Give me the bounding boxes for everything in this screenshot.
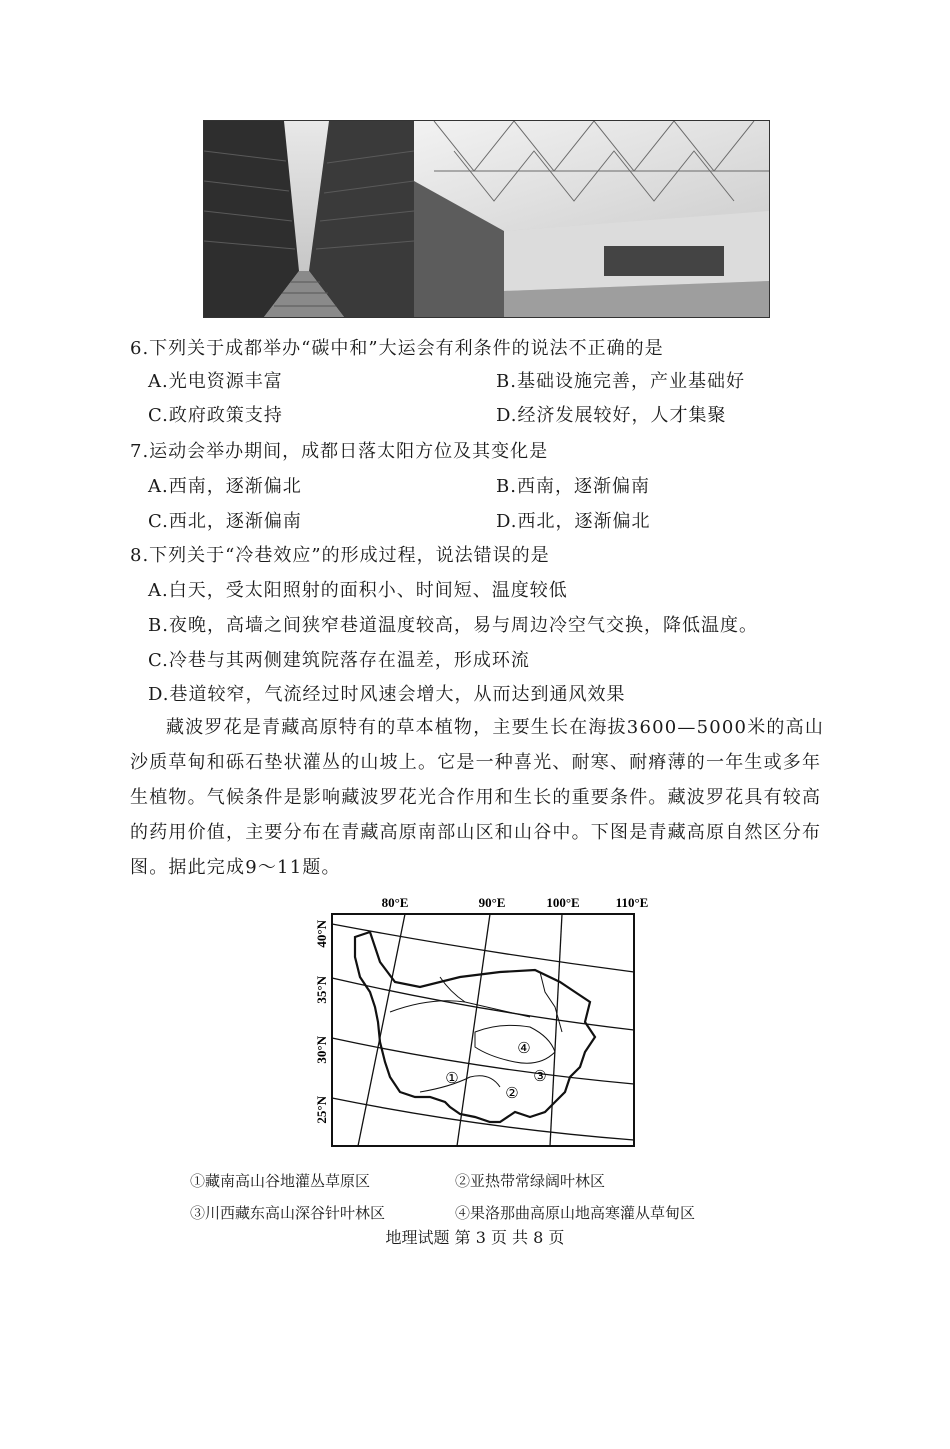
question-7-option-c: C.西北，逐渐偏南 [148, 511, 302, 532]
lon-label-90: 90°E [478, 895, 506, 910]
longitude-lines [358, 914, 562, 1146]
lon-label-80: 80°E [381, 895, 409, 910]
lat-label-30: 30°N [314, 1036, 329, 1064]
page-footer: 地理试题 第 3 页 共 8 页 [385, 1228, 565, 1247]
legend-item-2: ②亚热带常绿阔叶林区 [455, 1172, 606, 1190]
question-7-option-d: D.西北，逐渐偏北 [496, 511, 651, 532]
question-8-option-c: C.冷巷与其两侧建筑院落存在温差，形成环流 [148, 650, 530, 671]
question-8-option-d: D.巷道较窄，气流经过时风速会增大，从而达到通风效果 [148, 684, 626, 705]
region-marker-3: ③ [533, 1069, 547, 1085]
region-marker-1: ① [445, 1071, 459, 1087]
lat-label-25: 25°N [314, 1096, 329, 1124]
question-7-option-a: A.西南，逐渐偏北 [148, 476, 302, 497]
question-8-stem: 8.下列关于“冷巷效应”的形成过程，说法错误的是 [130, 545, 550, 566]
legend-item-4: ④果洛那曲高原山地高寒灌从草甸区 [455, 1204, 696, 1222]
lat-label-35: 35°N [314, 976, 329, 1004]
passage-text: 藏波罗花是青藏高原特有的草本植物，主要生长在海拔3600—5000米的高山沙质草甸和砾石垫状灌丛的山坡上。它是一种喜光、耐寒、耐瘠薄的一年生或多年生植物。气候条件是影响藏波罗花光合作用和生长的重要条件。藏波罗花具有较高的药用价值，主要分布在青藏高原南部山区和山谷中。下图是青藏高原自然区分布图。据此完成9～11题。 [130, 717, 825, 878]
lon-label-100: 100°E [546, 895, 580, 910]
map-frame [332, 914, 634, 1146]
legend-item-1: ①藏南高山谷地灌丛草原区 [190, 1172, 371, 1190]
tibetan-plateau-map [300, 892, 650, 1152]
question-6-option-c: C.政府政策支持 [148, 405, 283, 426]
lon-label-110: 110°E [615, 895, 649, 910]
lat-label-40: 40°N [314, 920, 329, 948]
question-6-option-a: A.光电资源丰富 [148, 371, 283, 392]
reading-passage [130, 710, 830, 885]
question-7-option-b: B.西南，逐渐偏南 [496, 476, 650, 497]
question-6-stem: 6.下列关于成都举办“碳中和”大运会有利条件的说法不正确的是 [130, 338, 664, 359]
legend-item-3: ③川西藏东高山深谷针叶林区 [190, 1204, 386, 1222]
cold-alley-photo [203, 120, 770, 318]
question-8-option-b: B.夜晚，高墙之间狭窄巷道温度较高，易与周边冷空气交换，降低温度。 [148, 615, 758, 636]
question-6-option-d: D.经济发展较好，人才集聚 [496, 405, 727, 426]
question-7-stem: 7.运动会举办期间，成都日落太阳方位及其变化是 [130, 441, 549, 462]
region-marker-4: ④ [517, 1041, 531, 1057]
question-6-option-b: B.基础设施完善，产业基础好 [496, 371, 745, 392]
question-8-option-a: A.白天，受太阳照射的面积小、时间短、温度较低 [148, 580, 568, 601]
region-marker-2: ② [505, 1086, 519, 1102]
